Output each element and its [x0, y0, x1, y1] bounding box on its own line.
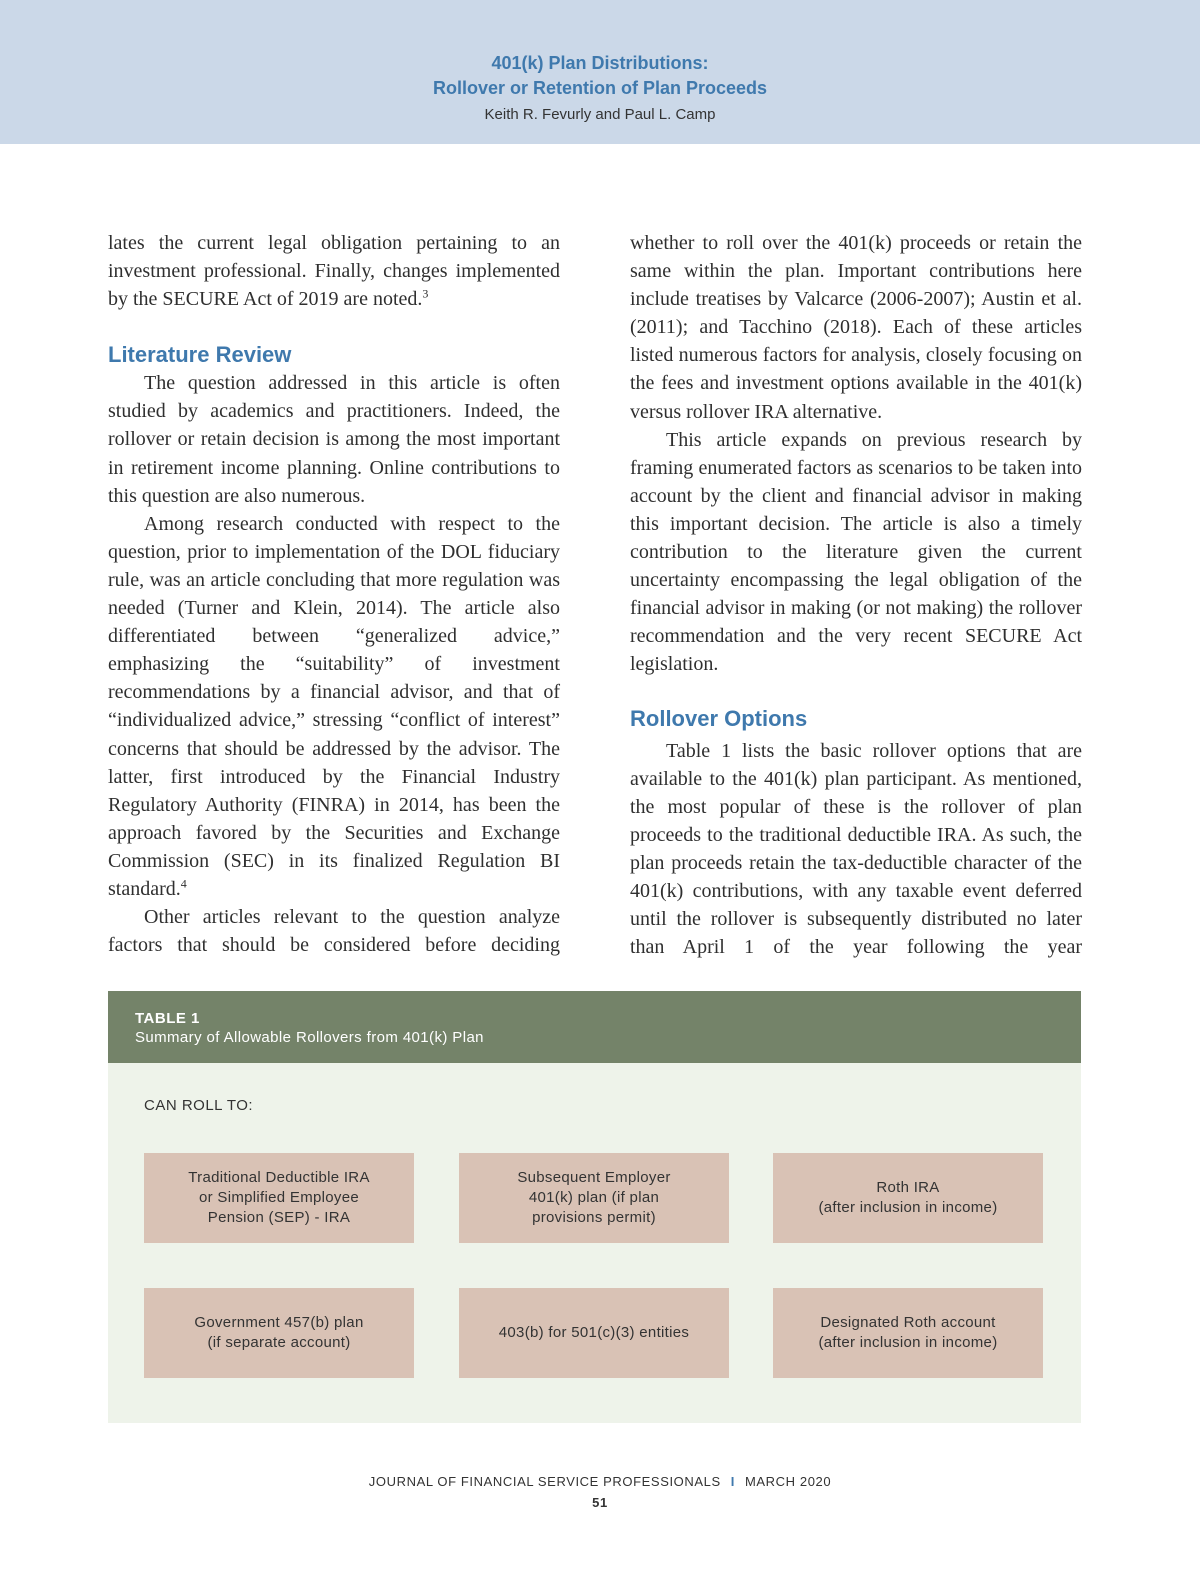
- right-paragraph-1: whether to roll over the 401(k) proceeds or retain the same within the plan. Important contributions here include treatises by Valcarce (2006-2007); Austin et al. (2011); and Tacchino (2018). Each of these articles listed numerous factors for analysis, closely focusing on the fees and investment options available in the 401(k) versus rollover IRA alternative.: [630, 232, 1082, 423]
- rollover-option-cell: Roth IRA (after inclusion in income): [773, 1153, 1043, 1243]
- footer-line: [0, 1474, 1200, 1489]
- footer-separator: I: [730, 1474, 735, 1489]
- page-header: [0, 0, 1200, 144]
- rollover-option-cell: Government 457(b) plan (if separate account): [144, 1288, 414, 1378]
- table-caption: Summary of Allowable Rollovers from 401(k) Plan: [135, 1029, 484, 1046]
- left-paragraph-1: [108, 229, 560, 313]
- literature-review-heading: Literature Review: [108, 342, 292, 368]
- left-paragraph-4: Other articles relevant to the question analyze factors that should be considered before deciding: [108, 906, 560, 957]
- page-footer: [0, 1474, 1200, 1510]
- rollover-option-cell: 403(b) for 501(c)(3) entities: [459, 1288, 729, 1378]
- footnote-ref-3: 3: [422, 286, 429, 301]
- right-column: [630, 229, 1082, 961]
- rollover-option-cell: Traditional Deductible IRA or Simplified Employee Pension (SEP) - IRA: [144, 1153, 414, 1243]
- table-label: TABLE 1: [135, 1010, 200, 1027]
- rollover-options-heading: Rollover Options: [630, 705, 808, 731]
- left-paragraph-3: [108, 510, 560, 903]
- rollover-option-cell: Designated Roth account (after inclusion in income): [773, 1288, 1043, 1378]
- journal-name: JOURNAL OF FINANCIAL SERVICE PROFESSIONALS: [368, 1474, 721, 1489]
- can-roll-to-label: CAN ROLL TO:: [144, 1097, 254, 1114]
- left-paragraph-3-text: Among research conducted with respect to the question, prior to implementation of the DOL fiduciary rule, was an article concluding that more regulation was needed (Turner and Klein, 2014). The article also differentiated between “generalized advice,” emphasizing the “suitability” of investment recommendations by a financial advisor, and that of “individualized advice,” stressing “conflict of interest” concerns that should be addressed by the advisor. The latter, first introduced by the Financial Industry Regulatory Authority (FINRA) in 2014, has been the approach favored by the Securities and Exchange Commission (SEC) in its finalized Regulation BI standard.: [108, 512, 560, 900]
- article-title-line2: Rollover or Retention of Plan Proceeds: [432, 78, 768, 98]
- left-paragraph-2: The question addressed in this article is often studied by academics and practitioners. Indeed, the rollover or retain decision is among the most important in retirement income planning. Online contributions to this question are also numerous.: [108, 372, 560, 507]
- left-paragraph-1-text: lates the current legal obligation pertaining to an investment professional. Finally, changes implemented by the SECURE Act of 2019 are noted.: [108, 232, 560, 311]
- left-column: [108, 229, 560, 959]
- footnote-ref-4: 4: [180, 876, 187, 891]
- page-number: 51: [592, 1495, 608, 1510]
- table-1: [108, 991, 1081, 1423]
- article-title-line1: 401(k) Plan Distributions:: [491, 53, 709, 73]
- right-paragraph-2: This article expands on previous research by framing enumerated factors as scenarios to be taken into account by the client and financial advisor in making this important decision. The article is also a timely contribution to the literature given the current uncertainty encompassing the legal obligation of the financial advisor in making (or not making) the rollover recommendation and the very recent SECURE Act legislation.: [630, 428, 1082, 676]
- table-header: [108, 991, 1081, 1063]
- rollover-option-cell: Subsequent Employer 401(k) plan (if plan provisions permit): [459, 1153, 729, 1243]
- issue-date: MARCH 2020: [744, 1474, 832, 1489]
- right-paragraph-3: Table 1 lists the basic rollover options that are available to the 401(k) plan participant. As mentioned, the most popular of these is the rollover of plan proceeds to the traditional deductible IRA. As such, the plan proceeds retain the tax-deductible character of the 401(k) contributions, with any taxable event deferred until the rollover is subsequently distributed no later than April 1 of the year following the year: [630, 739, 1082, 959]
- article-authors: Keith R. Fevurly and Paul L. Camp: [484, 106, 716, 123]
